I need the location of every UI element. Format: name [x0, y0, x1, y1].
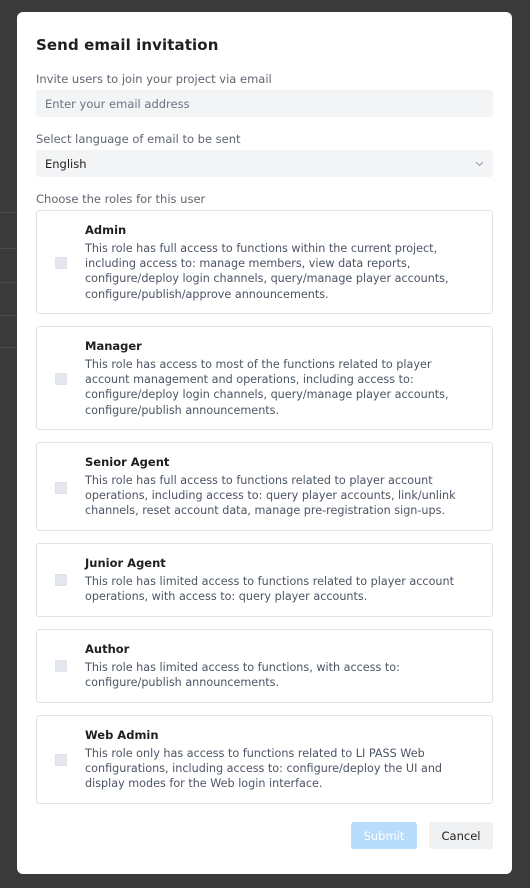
role-card-manager[interactable] — [36, 326, 493, 430]
role-card-web-admin[interactable] — [36, 715, 493, 804]
role-checkbox-senior-agent[interactable] — [55, 482, 67, 494]
role-description: This role has limited access to functions related to player account operations, with access to: query player accounts. — [85, 575, 454, 604]
language-select[interactable] — [36, 150, 493, 177]
role-card-senior-agent[interactable] — [36, 442, 493, 531]
dialog-title: Send email invitation — [36, 36, 219, 54]
role-card-junior-agent[interactable] — [36, 543, 493, 617]
role-name: Author — [85, 642, 130, 656]
email-label: Invite users to join your project via email — [36, 72, 272, 86]
cancel-button[interactable]: Cancel — [429, 822, 493, 849]
role-name: Admin — [85, 223, 127, 237]
role-card-admin[interactable] — [36, 210, 493, 314]
role-checkbox-admin[interactable] — [55, 257, 67, 269]
role-description: This role only has access to functions related to LI PASS Web configurations, including access to: configure/deploy the UI and display modes for the Web login interface. — [85, 747, 443, 791]
role-description: This role has limited access to functions, with access to: configure/publish announcements. — [85, 661, 400, 690]
role-checkbox-manager[interactable] — [55, 373, 67, 385]
role-name: Senior Agent — [85, 455, 170, 469]
role-checkbox-web-admin[interactable] — [55, 754, 67, 766]
role-description: This role has full access to functions within the current project, including access to: manage members, view data reports, configure/deploy login channels, query/manage player accounts, configure/publish/approve announcements. — [85, 242, 449, 301]
role-name: Manager — [85, 339, 142, 353]
role-name: Junior Agent — [85, 556, 166, 570]
role-name: Web Admin — [85, 728, 159, 742]
role-description: This role has access to most of the functions related to player account management and operations, including access to: configure/deploy login channels, query/manage player accounts, configure/publish announcements. — [85, 358, 449, 417]
submit-button[interactable]: Submit — [351, 822, 417, 849]
role-checkbox-junior-agent[interactable] — [55, 574, 67, 586]
role-card-author[interactable] — [36, 629, 493, 703]
role-description: This role has full access to functions related to player account operations, including access to: query player accounts, link/unlink channels, reset account data, manage pre-registration sign-ups. — [85, 474, 456, 518]
role-checkbox-author[interactable] — [55, 660, 67, 672]
language-label: Select language of email to be sent — [36, 132, 241, 146]
language-select-value: English — [45, 156, 87, 171]
email-input[interactable] — [36, 90, 493, 117]
email-invitation-dialog — [17, 12, 512, 874]
roles-label: Choose the roles for this user — [36, 192, 206, 206]
chevron-down-icon — [474, 159, 484, 169]
